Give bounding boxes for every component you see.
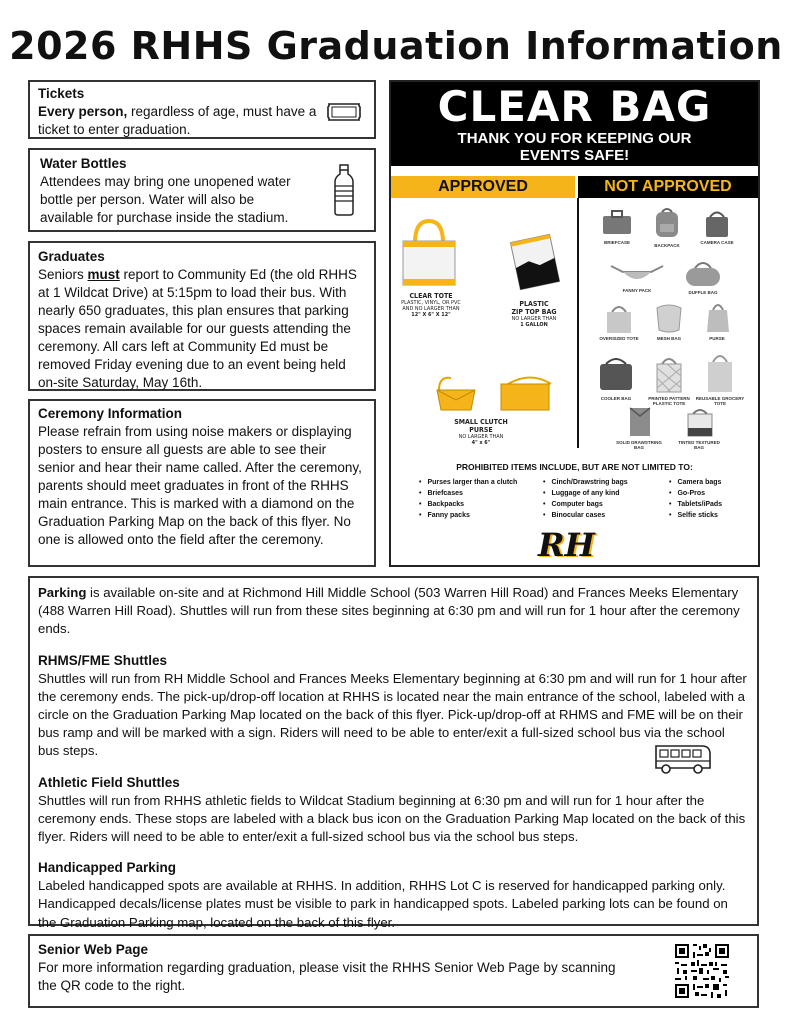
grocery-tote-icon bbox=[705, 350, 735, 394]
drawstring-bag-label: SOLID DRAWSTRING BAG bbox=[616, 440, 662, 450]
prohibited-item: • Computer bags bbox=[543, 499, 628, 510]
web-heading: Senior Web Page bbox=[38, 942, 149, 957]
water-heading: Water Bottles bbox=[40, 156, 127, 171]
ticket-icon bbox=[326, 102, 362, 122]
prohibited-item: • Luggage of any kind bbox=[543, 488, 628, 499]
clutch-d1: NO LARGER THAN bbox=[458, 434, 504, 440]
duffle-bag-label: DUFFLE BAG bbox=[688, 290, 718, 295]
zip-bag-icon bbox=[509, 232, 561, 292]
prohibited-item: • Go-Pros bbox=[669, 488, 722, 499]
camera-case-icon bbox=[703, 208, 731, 238]
graduates-text bbox=[38, 266, 366, 392]
cooler-bag-label: COOLER BAG bbox=[600, 396, 632, 401]
prohibited-item: • Camera bags bbox=[669, 477, 722, 488]
parking-text bbox=[38, 584, 749, 639]
poster-column-headers bbox=[391, 176, 758, 198]
graduates-must: must bbox=[87, 267, 120, 282]
briefcase-icon bbox=[601, 210, 633, 236]
camera-case-label: CAMERA CASE bbox=[700, 240, 734, 245]
water-box bbox=[28, 148, 376, 232]
poster-banner bbox=[391, 82, 758, 166]
athletic-section bbox=[38, 775, 749, 847]
purse-icon bbox=[705, 300, 731, 334]
graduates-heading: Graduates bbox=[38, 249, 105, 264]
rhms-section bbox=[38, 653, 749, 761]
clear-tote-d2: AND NO LARGER THAN bbox=[402, 306, 460, 312]
prohibited-item: • Purses larger than a clutch bbox=[419, 477, 517, 488]
backpack-label: BACKPACK bbox=[654, 243, 680, 248]
school-bus-icon bbox=[652, 742, 714, 776]
approved-header: APPROVED bbox=[391, 176, 575, 198]
prohibited-col-1 bbox=[419, 477, 517, 521]
clear-tote-d3: 12" X 6" X 12" bbox=[411, 312, 451, 318]
graduates-body: report to Community Ed (the old RHHS at 1 Wildcat Drive) at 5:15pm to load their bus. With nearly 650 graduates, this plan ensures that parking spaces remain available for our guests attending the ceremony. All cars left at Community Ed must be removed Friday evening due to an event being held on-site Saturday, May 16th. bbox=[38, 267, 357, 390]
prohibited-heading: PROHIBITED ITEMS INCLUDE, BUT ARE NOT LIMITED TO: bbox=[456, 462, 693, 472]
clutch-label bbox=[441, 418, 521, 446]
tickets-text bbox=[38, 103, 318, 139]
clutch-purse-icon bbox=[431, 372, 561, 416]
prohibited-item: • Briefcases bbox=[419, 488, 517, 499]
rhms-text: Shuttles will run from RH Middle School and Frances Meeks Elementary beginning at 6:30 pm and will run for 1 hour after the ceremony ends. The pick-up/drop-off location at RHHS is located near the main entrance of the school, labeled with a circle on the Graduation Parking Map located on the back of this flyer. Pick-up/drop-off at RHMS and FME will be on their bus ramp and will be marked with a sign. Riders will need to be able to enter/exit a full-sized school bus via the school bus steps. bbox=[38, 670, 747, 759]
zip-bag-d1: NO LARGER THAN bbox=[511, 316, 557, 322]
handicapped-text: Labeled handicapped spots are available at RHHS. In addition, RHHS Lot C is reserved for handicapped parking only. Handicapped decals/license plates must be visible to park in handicapped spots. Labeled parking lots can be found on the Graduation Parking map, located on the back of this flyer. bbox=[38, 878, 728, 930]
zip-bag-d2: 1 GALLON bbox=[520, 322, 548, 328]
poster-subline-1: THANK YOU FOR KEEPING OUR bbox=[457, 130, 692, 147]
clear-tote-name: CLEAR TOTE bbox=[409, 292, 453, 300]
poster-headline: CLEAR BAG bbox=[437, 82, 712, 131]
water-text: Attendees may bring one unopened water bottle per person. Water will also be available for purchase inside the stadium. bbox=[40, 174, 291, 225]
handicapped-heading: Handicapped Parking bbox=[38, 860, 177, 876]
web-text: For more information regarding graduation, please visit the RHHS Senior Web Page by scanning the QR code to the right. bbox=[38, 960, 616, 993]
backpack-icon bbox=[652, 206, 682, 238]
fanny-pack-label: FANNY PACK bbox=[622, 288, 652, 293]
prohibited-col-3 bbox=[669, 477, 722, 521]
printed-tote-icon bbox=[654, 354, 684, 394]
purse-label: PURSE bbox=[709, 336, 725, 341]
tickets-heading: Tickets bbox=[38, 86, 85, 101]
briefcase-label: BRIEFCASE bbox=[603, 240, 630, 245]
athletic-heading: Athletic Field Shuttles bbox=[38, 774, 180, 790]
graduates-box bbox=[28, 241, 376, 391]
clear-tote-icon bbox=[397, 217, 461, 289]
ceremony-text: Please refrain from using noise makers or displaying posters to ensure all guests are able to see their senior and hear their name called. After the ceremony, parents should meet graduates in front of the RHHS main entrance. This is marked with a diamond on the Graduation Parking Map on the back of this flyer. No one is allowed onto the field after the ceremony. bbox=[38, 424, 362, 547]
drawstring-bag-icon bbox=[627, 406, 653, 438]
grocery-tote-label: REUSABLE GROCERY TOTE bbox=[695, 396, 745, 406]
prohibited-item: • Cinch/Drawstring bags bbox=[543, 477, 628, 488]
ceremony-heading: Ceremony Information bbox=[38, 406, 183, 421]
duffle-bag-icon bbox=[683, 258, 723, 288]
clear-tote-d1: PLASTIC, VINYL, OR PVC bbox=[401, 300, 461, 306]
zip-bag-name-2: ZIP TOP BAG bbox=[511, 308, 557, 316]
printed-tote-label: PRINTED PATTERN PLASTIC TOTE bbox=[648, 396, 690, 406]
rhms-heading: RHMS/FME Shuttles bbox=[38, 652, 168, 668]
athletic-text: Shuttles will run from RHHS athletic fields to Wildcat Stadium beginning at 6:30 pm and will run for 1 hour after the ceremony ends. These stops are labeled with a black bus icon on the Graduation Parking Map located on the back of this flyer. Riders will need to be able to enter/exit a full-sized school bus via the school bus steps. bbox=[38, 792, 746, 845]
qr-code-icon[interactable] bbox=[673, 942, 731, 1000]
web-box bbox=[28, 934, 759, 1008]
mesh-bag-icon bbox=[653, 304, 685, 334]
prohibited-item: • Fanny packs bbox=[419, 510, 517, 521]
zip-bag-label bbox=[499, 300, 569, 328]
clutch-name-2: PURSE bbox=[469, 426, 493, 434]
mesh-bag-label: MESH BAG bbox=[656, 336, 682, 341]
poster-divider bbox=[577, 198, 579, 448]
parking-box bbox=[28, 576, 759, 930]
cooler-bag-icon bbox=[598, 356, 634, 392]
tinted-bag-icon bbox=[685, 406, 715, 438]
handicapped-section bbox=[38, 860, 749, 932]
parking-lead: Parking bbox=[38, 585, 87, 600]
graduates-pre: Seniors bbox=[38, 267, 88, 282]
tickets-box bbox=[28, 80, 376, 139]
fanny-pack-icon bbox=[609, 262, 665, 288]
zip-bag-name-1: PLASTIC bbox=[519, 300, 549, 308]
poster-subline-2: EVENTS SAFE! bbox=[519, 147, 630, 164]
prohibited-item: • Backpacks bbox=[419, 499, 517, 510]
prohibited-col-2 bbox=[543, 477, 628, 521]
clutch-name-1: SMALL CLUTCH bbox=[454, 418, 508, 426]
prohibited-item: • Selfie sticks bbox=[669, 510, 722, 521]
prohibited-item: • Tablets/iPads bbox=[669, 499, 722, 510]
water-bottle-icon bbox=[332, 164, 356, 216]
clutch-d2: 4" x 6" bbox=[471, 440, 491, 446]
oversized-tote-icon bbox=[604, 302, 634, 334]
tickets-body: regardless of age, must have a ticket to enter graduation. bbox=[38, 104, 317, 137]
rh-logo: RH bbox=[538, 526, 595, 564]
prohibited-item: • Binocular cases bbox=[543, 510, 628, 521]
tickets-bold: Every person, bbox=[38, 104, 128, 119]
tinted-bag-label: TINTED TEXTURED BAG bbox=[678, 440, 720, 450]
parking-body: is available on-site and at Richmond Hill Middle School (503 Warren Hill Road) and Frances Meeks Elementary (488 Warren Hill Road). Shuttles will run from these sites beginning at 6:30 pm and will run for 1 hour after the ceremony ends. bbox=[38, 585, 740, 637]
clear-tote-label bbox=[391, 292, 471, 318]
oversized-tote-label: OVERSIZED TOTE bbox=[599, 336, 639, 341]
page-title: 2026 RHHS Graduation Information bbox=[9, 24, 783, 68]
not-approved-header: NOT APPROVED bbox=[578, 176, 758, 198]
ceremony-box bbox=[28, 399, 376, 567]
parking-section bbox=[38, 584, 749, 639]
clear-bag-poster bbox=[389, 80, 760, 567]
